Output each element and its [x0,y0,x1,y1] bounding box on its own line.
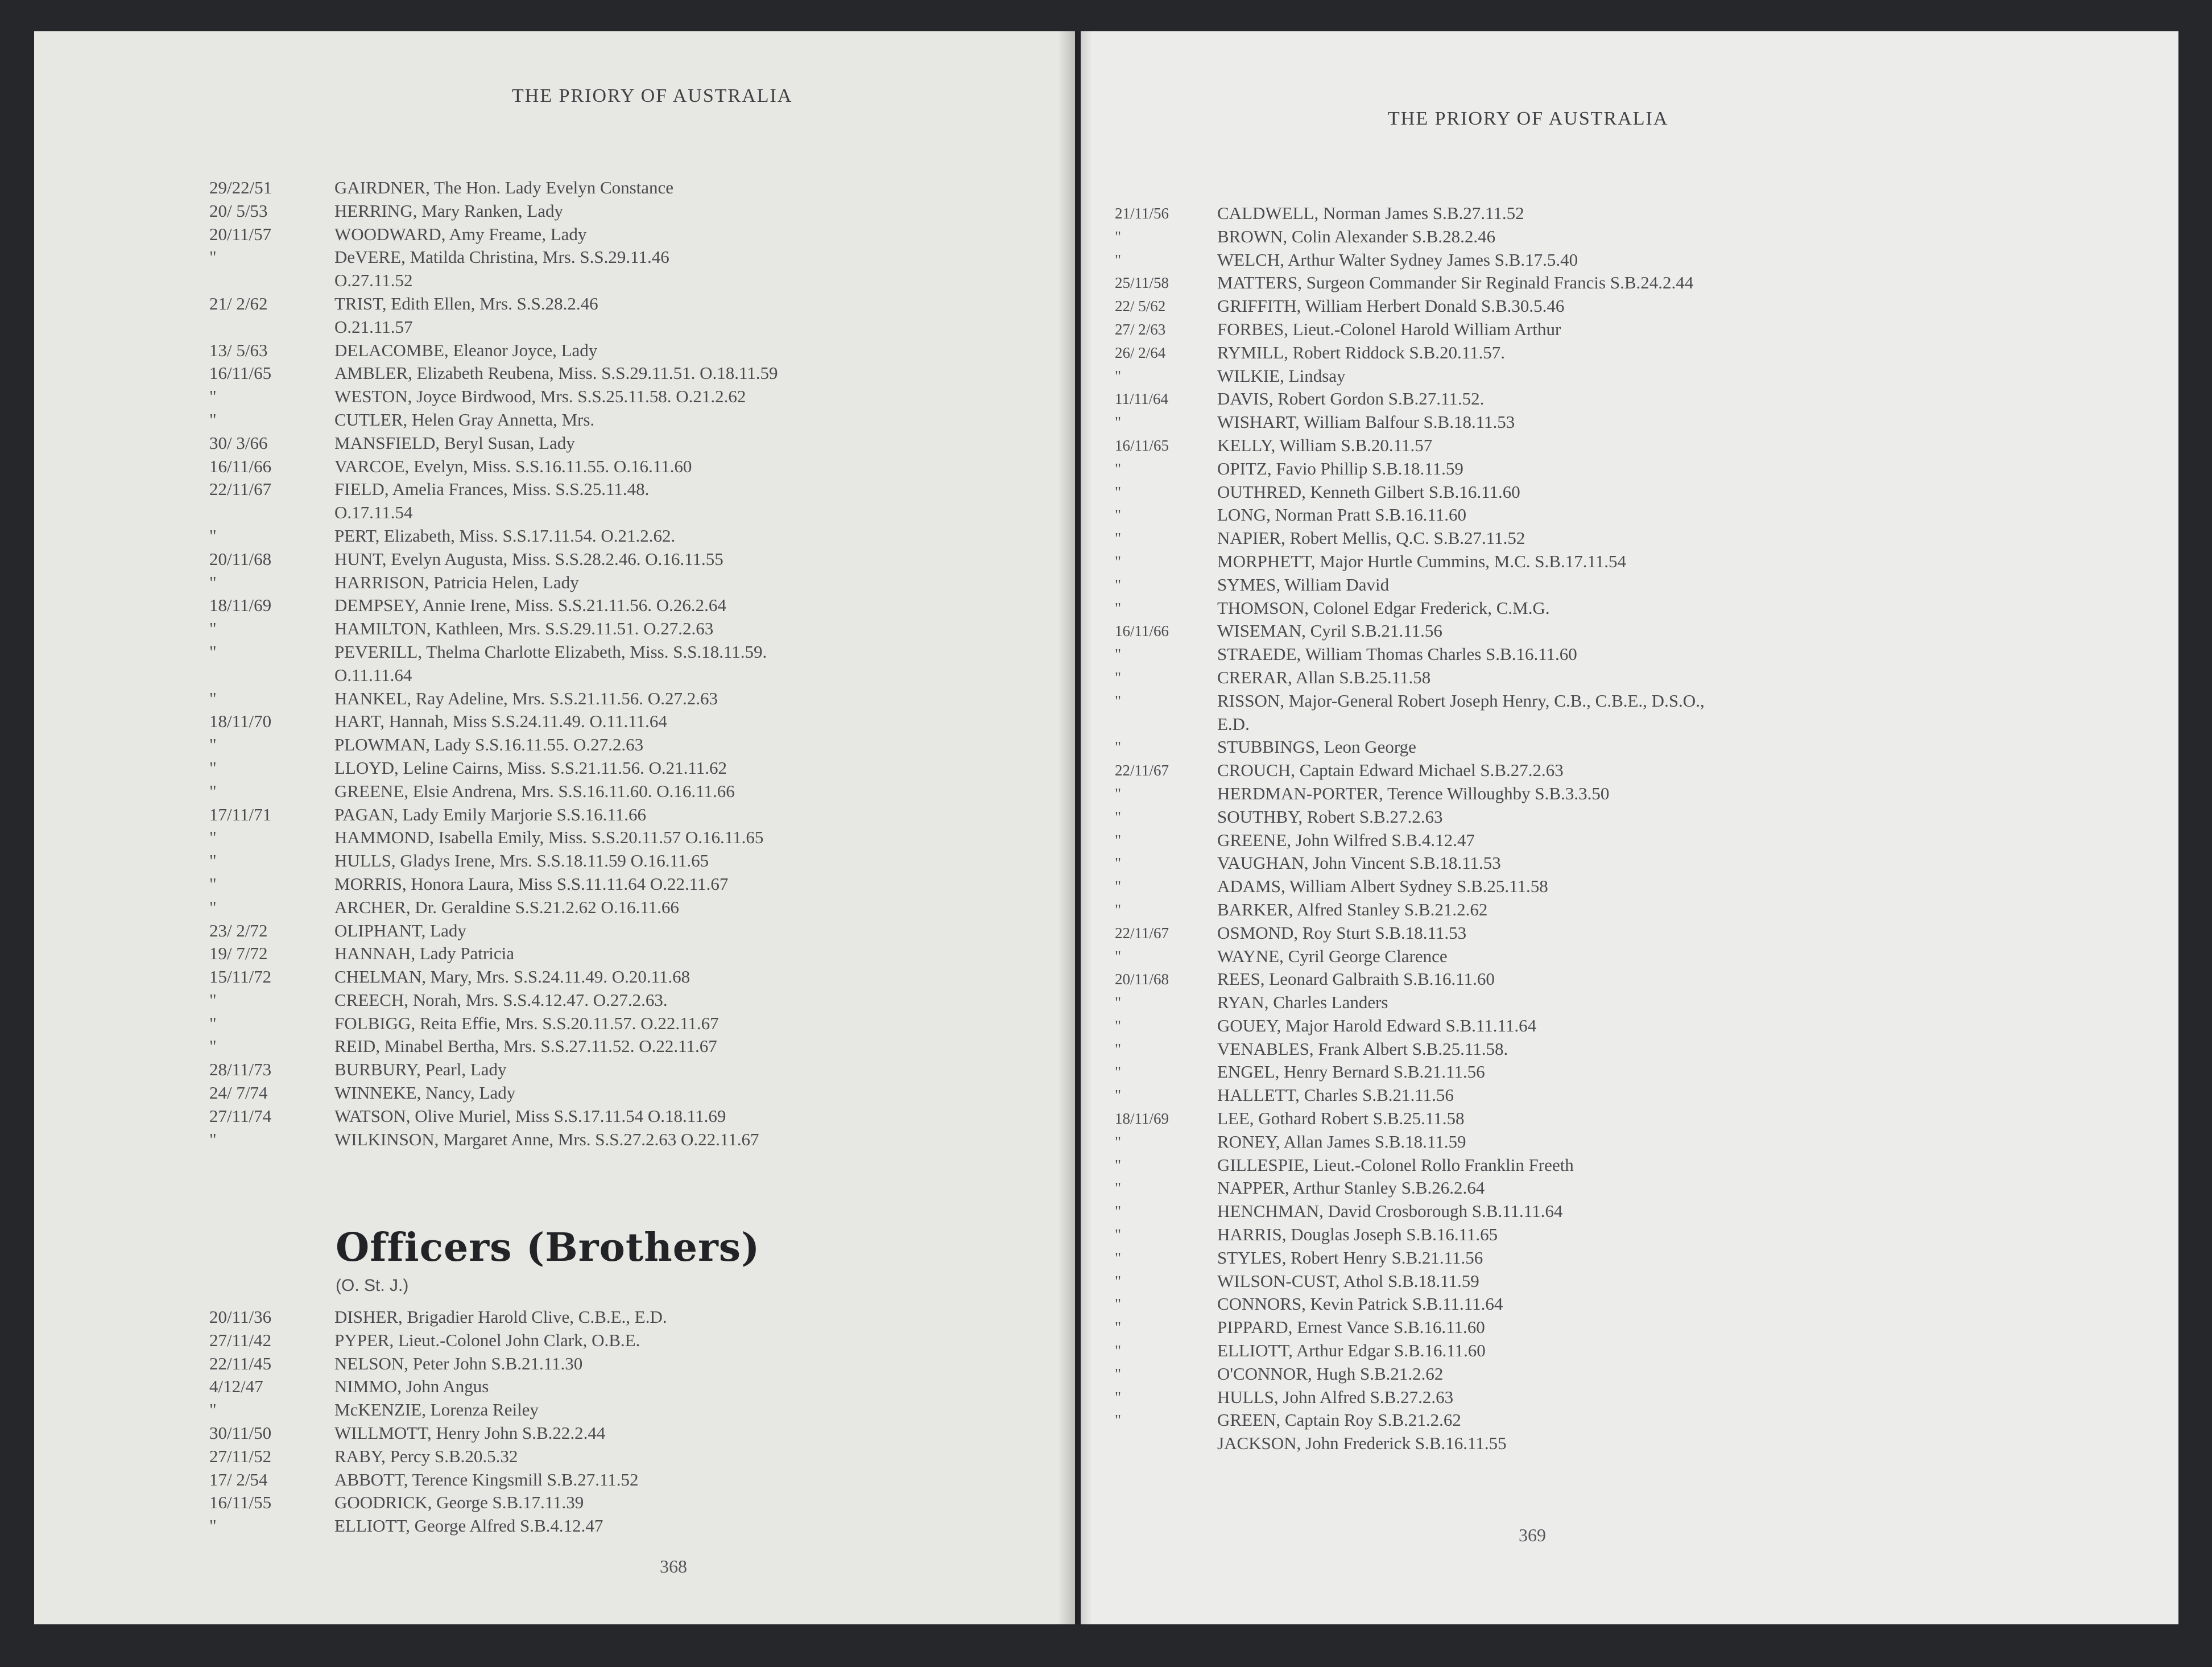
entry-date: " [1115,785,1122,802]
entry-date: " [1115,506,1122,524]
entry-name: RYMILL, Robert Riddock S.B.20.11.57. [1217,342,1506,362]
entry-name: HULLS, John Alfred S.B.27.2.63 [1217,1387,1454,1407]
entry-date: " [209,1129,217,1149]
entry-name: FIELD, Amelia Frances, Miss. S.S.25.11.48. [334,479,650,500]
entry-date: " [209,827,217,848]
entry-date: 27/ 2/63 [1115,320,1166,338]
page-header: THE PRIORY OF AUSTRALIA [1388,108,1669,129]
entry-name: NIMMO, John Angus [334,1376,489,1397]
entry-date: 27/11/74 [209,1105,272,1126]
entry-date: " [1115,1388,1122,1406]
entry-name: MANSFIELD, Beryl Susan, Lady [334,432,575,453]
entry-date: " [1115,1203,1122,1220]
entry-name: THOMSON, Colonel Edgar Frederick, C.M.G. [1217,597,1550,618]
entry-date: " [1115,878,1122,896]
entry-date: " [209,641,217,662]
entry-date: " [1115,552,1122,570]
entry-date: 29/22/51 [209,178,272,197]
page-header: THE PRIORY OF AUSTRALIA [512,85,793,106]
entry-name: WOODWARD, Amy Freame, Lady [334,224,587,244]
entry-date: " [209,781,217,801]
entry-date: 16/11/66 [1115,622,1169,640]
entry-date: 30/ 3/66 [209,432,268,453]
entry-name: HAMMOND, Isabella Emily, Miss. S.S.20.11.57 O.16.11.65 [334,827,764,848]
entry-name: VENABLES, Frank Albert S.B.25.11.58. [1217,1038,1508,1059]
entry-name: WISHART, William Balfour S.B.18.11.53 [1217,412,1515,432]
section-subtitle: (O. St. J.) [336,1276,409,1295]
entry-name: WELCH, Arthur Walter Sydney James S.B.17.5.40 [1217,249,1578,270]
entry-name: GOODRICK, George S.B.17.11.39 [334,1492,584,1513]
entry-name: SYMES, William David [1217,574,1390,595]
entry-date: 26/ 2/64 [1115,344,1166,361]
entry-name: LLOYD, Leline Cairns, Miss. S.S.21.11.56. O.21.11.62 [334,757,727,778]
entry-name: WILSON-CUST, Athol S.B.18.11.59 [1217,1270,1479,1291]
entry-name: ENGEL, Henry Bernard S.B.21.11.56 [1217,1062,1485,1082]
entry-name: PYPER, Lieut.-Colonel John Clark, O.B.E. [334,1330,640,1350]
entry-date: 18/11/69 [1115,1110,1169,1128]
entry-name: CALDWELL, Norman James S.B.27.11.52 [1217,203,1524,223]
entry-date: " [1115,1365,1122,1383]
entry-date: " [1115,530,1122,547]
entry-name: WISEMAN, Cyril S.B.21.11.56 [1217,621,1442,641]
entry-date: " [1115,669,1122,686]
left-page [34,31,1075,1624]
page-number: 368 [660,1556,687,1577]
entry-date: 19/ 7/72 [209,943,268,964]
entry-name: WATSON, Olive Muriel, Miss S.S.17.11.54 O.18.11.69 [334,1105,726,1126]
entry-name: RISSON, Major-General Robert Joseph Henry, C.B., C.B.E., D.S.O., [1217,690,1705,711]
entry-date: " [1115,1156,1122,1174]
entry-name: WAYNE, Cyril George Clarence [1217,946,1448,966]
entry-name: RABY, Percy S.B.20.5.32 [334,1446,518,1466]
entry-date: 25/11/58 [1115,274,1169,292]
entry-name: ELLIOTT, George Alfred S.B.4.12.47 [334,1516,603,1536]
entry-name: STYLES, Robert Henry S.B.21.11.56 [1217,1247,1483,1268]
entry-date: " [1115,1063,1122,1081]
entry-date: " [1115,1087,1122,1104]
entry-date: 23/ 2/72 [209,920,268,940]
entry-date: " [1115,1272,1122,1290]
entry-name: O.11.11.64 [334,665,412,685]
book-fold-shadow [1058,31,1092,1624]
entry-date: " [1115,808,1122,826]
entry-name: HERDMAN-PORTER, Terence Willoughby S.B.3.3.50 [1217,783,1610,803]
entry-name: HART, Hannah, Miss S.S.24.11.49. O.11.11.64 [334,711,667,732]
entry-name: JACKSON, John Frederick S.B.16.11.55 [1217,1433,1507,1454]
entry-name: KELLY, William S.B.20.11.57 [1217,435,1433,455]
entry-name: O.21.11.57 [334,316,413,337]
entry-name: HALLETT, Charles S.B.21.11.56 [1217,1085,1454,1105]
entry-date: " [1115,1249,1122,1266]
entry-date: " [209,851,217,871]
entry-date: " [1115,367,1122,385]
entry-date: " [209,525,217,546]
entry-name: O.27.11.52 [334,270,413,291]
entry-name: PLOWMAN, Lady S.S.16.11.55. O.27.2.63 [334,735,644,755]
entry-date: 11/11/64 [1115,390,1168,408]
entry-name: VARCOE, Evelyn, Miss. S.S.16.11.55. O.16.11.60 [334,456,692,476]
entry-date: " [209,989,217,1010]
entry-date: 28/11/73 [209,1059,272,1080]
entry-name: E.D. [1217,713,1250,734]
entry-name: O.17.11.54 [334,502,413,523]
entry-date: " [1115,1342,1122,1360]
entry-date: 13/ 5/63 [209,340,268,360]
entry-name: CREECH, Norah, Mrs. S.S.4.12.47. O.27.2.63. [334,989,668,1010]
entry-date: " [209,873,217,894]
entry-name: O'CONNOR, Hugh S.B.21.2.62 [1217,1363,1444,1384]
entry-name: DeVERE, Matilda Christina, Mrs. S.S.29.11.46 [334,247,669,267]
entry-date: 20/11/68 [1115,971,1169,988]
entry-name: CRERAR, Allan S.B.25.11.58 [1217,667,1431,687]
entry-date: 22/11/67 [1115,762,1169,779]
entry-name: FOLBIGG, Reita Effie, Mrs. S.S.20.11.57. O.22.11.67 [334,1013,719,1033]
entry-name: VAUGHAN, John Vincent S.B.18.11.53 [1217,853,1501,873]
entry-name: HULLS, Gladys Irene, Mrs. S.S.18.11.59 O.16.11.65 [334,851,709,871]
entry-name: BARKER, Alfred Stanley S.B.21.2.62 [1217,899,1488,919]
entry-name: ABBOTT, Terence Kingsmill S.B.27.11.52 [334,1469,639,1489]
entry-date: 17/11/71 [209,804,272,824]
entry-name: OPITZ, Favio Phillip S.B.18.11.59 [1217,458,1463,478]
entry-name: OUTHRED, Kenneth Gilbert S.B.16.11.60 [1217,481,1520,502]
entry-date: 21/11/56 [1115,205,1169,222]
entry-name: PEVERILL, Thelma Charlotte Elizabeth, Miss. S.S.18.11.59. [334,641,767,662]
entry-date: 22/11/45 [209,1353,272,1373]
entry-name: WILKIE, Lindsay [1217,365,1346,386]
entry-date: " [209,1013,217,1033]
entry-date: 22/ 5/62 [1115,298,1166,315]
entry-date: " [1115,1319,1122,1336]
right-page [1081,31,2178,1624]
entry-date: " [1115,855,1122,872]
entry-name: STUBBINGS, Leon George [1217,737,1416,757]
entry-name: HANNAH, Lady Patricia [334,943,514,964]
entry-name: CROUCH, Captain Edward Michael S.B.27.2.63 [1217,760,1564,781]
entry-name: ADAMS, William Albert Sydney S.B.25.11.58 [1217,876,1548,897]
entry-date: " [209,618,217,639]
entry-name: REID, Minabel Bertha, Mrs. S.S.27.11.52. O.22.11.67 [334,1036,717,1057]
entry-date: 4/12/47 [209,1376,263,1397]
entry-date: " [1115,994,1122,1012]
entry-date: " [209,247,217,267]
entry-date: " [209,1516,217,1536]
entry-date: 17/ 2/54 [209,1469,268,1489]
entry-date: " [1115,1412,1122,1429]
entry-name: CUTLER, Helen Gray Annetta, Mrs. [334,409,595,430]
entry-date: " [209,735,217,755]
entry-name: GREENE, Elsie Andrena, Mrs. S.S.16.11.60. O.16.11.66 [334,781,735,801]
entry-date: " [1115,251,1122,269]
entry-date: " [1115,947,1122,965]
entry-date: 20/11/36 [209,1307,272,1327]
entry-name: LEE, Gothard Robert S.B.25.11.58 [1217,1108,1465,1129]
entry-name: SOUTHBY, Robert S.B.27.2.63 [1217,806,1443,827]
entry-name: CONNORS, Kevin Patrick S.B.11.11.64 [1217,1294,1503,1314]
entry-name: GILLESPIE, Lieut.-Colonel Rollo Franklin Freeth [1217,1154,1574,1175]
entry-name: WILLMOTT, Henry John S.B.22.2.44 [334,1422,606,1443]
entry-date: " [1115,738,1122,756]
entry-date: " [209,688,217,708]
entry-date: " [1115,414,1122,431]
entry-name: LONG, Norman Pratt S.B.16.11.60 [1217,505,1466,525]
entry-name: HANKEL, Ray Adeline, Mrs. S.S.21.11.56. O.27.2.63 [334,688,718,708]
entry-date: 16/11/65 [209,363,272,383]
entry-name: BROWN, Colin Alexander S.B.28.2.46 [1217,226,1496,246]
entry-name: GRIFFITH, William Herbert Donald S.B.30.5.46 [1217,296,1565,316]
entry-date: " [1115,228,1122,245]
entry-date: 27/11/52 [209,1446,272,1466]
entry-date: " [209,572,217,592]
entry-name: MORRIS, Honora Laura, Miss S.S.11.11.64 O.22.11.67 [334,873,729,894]
entry-name: NAPIER, Robert Mellis, Q.C. S.B.27.11.52 [1217,528,1525,548]
entry-name: HAMILTON, Kathleen, Mrs. S.S.29.11.51. O.27.2.63 [334,618,714,639]
entry-date: " [1115,576,1122,593]
entry-date: " [1115,901,1122,918]
page-number: 369 [1519,1525,1546,1545]
entry-name: NAPPER, Arthur Stanley S.B.26.2.64 [1217,1178,1485,1198]
entry-date: 21/ 2/62 [209,293,268,313]
entry-name: HARRISON, Patricia Helen, Lady [334,572,579,592]
entry-date: " [209,409,217,430]
entry-date: " [209,897,217,917]
entry-date: " [1115,1295,1122,1313]
entry-date: " [1115,692,1122,709]
entry-name: McKENZIE, Lorenza Reiley [334,1400,539,1420]
entry-name: OLIPHANT, Lady [334,920,466,940]
entry-date: 22/11/67 [1115,924,1169,942]
entry-date: " [1115,599,1122,617]
entry-name: DISHER, Brigadier Harold Clive, C.B.E., E.D. [334,1307,667,1327]
entry-date: 15/11/72 [209,967,272,987]
entry-name: MORPHETT, Major Hurtle Cummins, M.C. S.B.17.11.54 [1217,551,1627,571]
entry-name: HENCHMAN, David Crosborough S.B.11.11.64 [1217,1201,1563,1222]
entry-name: TRIST, Edith Ellen, Mrs. S.S.28.2.46 [334,293,598,313]
entry-date: 22/11/67 [209,479,272,500]
entry-name: GREENE, John Wilfred S.B.4.12.47 [1217,830,1475,850]
entry-name: NELSON, Peter John S.B.21.11.30 [334,1353,583,1373]
entry-name: RONEY, Allan James S.B.18.11.59 [1217,1131,1466,1152]
entry-name: GREEN, Captain Roy S.B.21.2.62 [1217,1410,1461,1430]
entry-name: HERRING, Mary Ranken, Lady [334,200,564,221]
entry-date: 16/11/66 [209,456,272,476]
entry-date: " [1115,1179,1122,1197]
entry-date: " [1115,1133,1122,1150]
entry-date: " [209,1036,217,1057]
entry-date: 20/11/68 [209,548,272,569]
entry-name: WESTON, Joyce Birdwood, Mrs. S.S.25.11.58. O.21.2.62 [334,386,746,407]
entry-date: " [1115,1040,1122,1058]
entry-date: 18/11/69 [209,595,272,616]
entry-date: 20/11/57 [209,224,272,244]
entry-name: OSMOND, Roy Sturt S.B.18.11.53 [1217,922,1467,943]
entry-date: " [209,757,217,778]
entry-name: PAGAN, Lady Emily Marjorie S.S.16.11.66 [334,804,646,824]
entry-name: DAVIS, Robert Gordon S.B.27.11.52. [1217,389,1485,409]
entry-date: " [209,386,217,407]
entry-name: MATTERS, Surgeon Commander Sir Reginald Francis S.B.24.2.44 [1217,273,1694,293]
entry-name: PERT, Elizabeth, Miss. S.S.17.11.54. O.21.2.62. [334,525,676,546]
entry-date: " [1115,483,1122,501]
entry-date: 18/11/70 [209,711,272,732]
entry-name: RYAN, Charles Landers [1217,992,1388,1013]
entry-name: CHELMAN, Mary, Mrs. S.S.24.11.49. O.20.11.68 [334,967,691,987]
entry-date: " [1115,831,1122,849]
entry-name: WINNEKE, Nancy, Lady [334,1083,516,1103]
section-title: Officers (Brothers) [336,1225,760,1270]
entry-name: AMBLER, Elizabeth Reubena, Miss. S.S.29.11.51. O.18.11.59 [334,363,778,383]
entry-date: 20/ 5/53 [209,200,268,221]
entry-date: " [1115,1226,1122,1244]
entry-name: DELACOMBE, Eleanor Joyce, Lady [334,340,598,360]
entry-name: GOUEY, Major Harold Edward S.B.11.11.64 [1217,1015,1537,1035]
entry-name: STRAEDE, William Thomas Charles S.B.16.11.60 [1217,644,1577,665]
entry-date: 30/11/50 [209,1422,272,1443]
entry-name: PIPPARD, Ernest Vance S.B.16.11.60 [1217,1317,1485,1338]
entry-name: REES, Leonard Galbraith S.B.16.11.60 [1217,969,1495,989]
entry-date: " [1115,646,1122,663]
entry-date: 16/11/55 [209,1492,272,1513]
entry-name: GAIRDNER, The Hon. Lady Evelyn Constance [334,178,674,197]
entry-date: 27/11/42 [209,1330,272,1350]
entry-name: DEMPSEY, Annie Irene, Miss. S.S.21.11.56. O.26.2.64 [334,595,726,616]
entry-name: BURBURY, Pearl, Lady [334,1059,507,1080]
entry-name: HARRIS, Douglas Joseph S.B.16.11.65 [1217,1224,1498,1245]
entry-date: 24/ 7/74 [209,1083,268,1103]
entry-date: " [1115,460,1122,477]
entry-date: " [1115,1017,1122,1034]
entry-name: ELLIOTT, Arthur Edgar S.B.16.11.60 [1217,1340,1486,1361]
entry-name: WILKINSON, Margaret Anne, Mrs. S.S.27.2.63 O.22.11.67 [334,1129,759,1149]
entry-date: " [209,1400,217,1420]
entry-date: 16/11/65 [1115,436,1169,454]
entry-name: FORBES, Lieut.-Colonel Harold William Arthur [1217,319,1561,339]
entry-name: HUNT, Evelyn Augusta, Miss. S.S.28.2.46. O.16.11.55 [334,548,723,569]
entry-name: ARCHER, Dr. Geraldine S.S.21.2.62 O.16.11.66 [334,897,679,917]
